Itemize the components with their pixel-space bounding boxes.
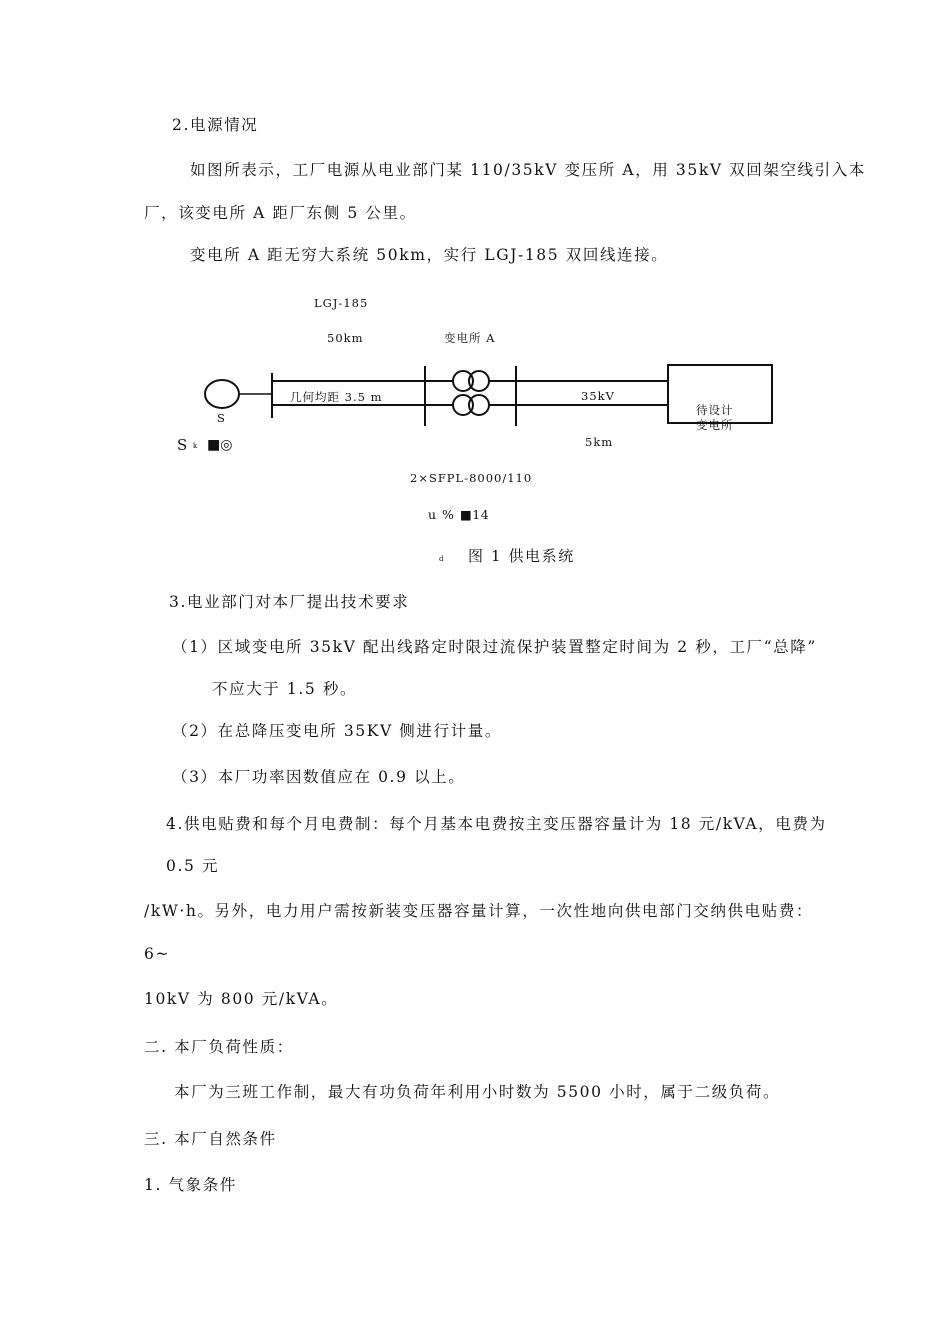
paragraph-line: 10kV 为 800 元/kVA。	[144, 990, 339, 1008]
paragraph-line: 本厂为三班工作制，最大有功负荷年利用小时数为 5500 小时，属于二级负荷。	[174, 1083, 781, 1101]
plant-label-line2: 变电所	[696, 418, 734, 432]
figure-caption: 图 1 供电系统	[468, 547, 575, 565]
ud-subscript: d	[439, 555, 444, 563]
voltage-label: 35kV	[581, 389, 615, 403]
line-type-label: LGJ-185	[314, 296, 369, 310]
part-heading: 三. 本厂自然条件	[144, 1130, 277, 1148]
paragraph-line: 4.供电贴费和每个月电费制：每个月基本电费按主变压器容量计为 18 元/kVA，电费为	[166, 815, 827, 833]
paragraph-line: /kW·h。另外，电力用户需按新装变压器容量计算，一次性地向供电部门交纳供电贴费：	[144, 902, 814, 920]
sk-value: ■◎	[207, 437, 233, 453]
paragraph-line: 变电所 A 距无穷大系统 50km，实行 LGJ-185 双回线连接。	[190, 246, 669, 264]
sk-subscript: k	[193, 442, 198, 450]
source-symbol	[205, 380, 239, 408]
plant-label-line1: 待设计	[696, 403, 734, 417]
ud-label: u %	[428, 507, 455, 522]
paragraph-line: 0.5 元	[166, 857, 220, 875]
sk-label: S	[177, 436, 189, 454]
line-length-label: 50km	[327, 331, 364, 345]
to-plant-length-label: 5km	[585, 435, 614, 449]
list-item: （1）区域变电所 35kV 配出线路定时限过流保护装置整定时间为 2 秒，工厂“总降”	[172, 638, 817, 656]
transformer-label: 2×SFPL-8000/110	[410, 471, 533, 485]
list-item-continuation: 不应大于 1.5 秒。	[212, 680, 358, 698]
substation-a-label: 变电所 A	[444, 331, 496, 345]
source-label: S	[217, 411, 226, 425]
paragraph-line: 厂，该变电所 A 距厂东侧 5 公里。	[144, 204, 417, 222]
list-item: （3）本厂功率因数值应在 0.9 以上。	[172, 768, 466, 786]
transformer-symbol	[453, 395, 489, 415]
section-heading: 2.电源情况	[172, 116, 259, 134]
part-heading: 二. 本厂负荷性质：	[144, 1038, 294, 1056]
paragraph-line: 6~	[144, 945, 171, 963]
list-item: （2）在总降压变电所 35KV 侧进行计量。	[172, 722, 502, 740]
geo-distance-label: 几何均距 3.5 m	[290, 390, 383, 404]
section-heading: 3.电业部门对本厂提出技术要求	[169, 593, 410, 611]
list-item: 1. 气象条件	[144, 1176, 237, 1194]
paragraph-line: 如图所表示，工厂电源从电业部门某 110/35kV 变压所 A，用 35kV 双回架空线引入本	[190, 161, 866, 179]
ud-value: ■14	[460, 507, 490, 522]
transformer-symbol	[453, 371, 489, 391]
